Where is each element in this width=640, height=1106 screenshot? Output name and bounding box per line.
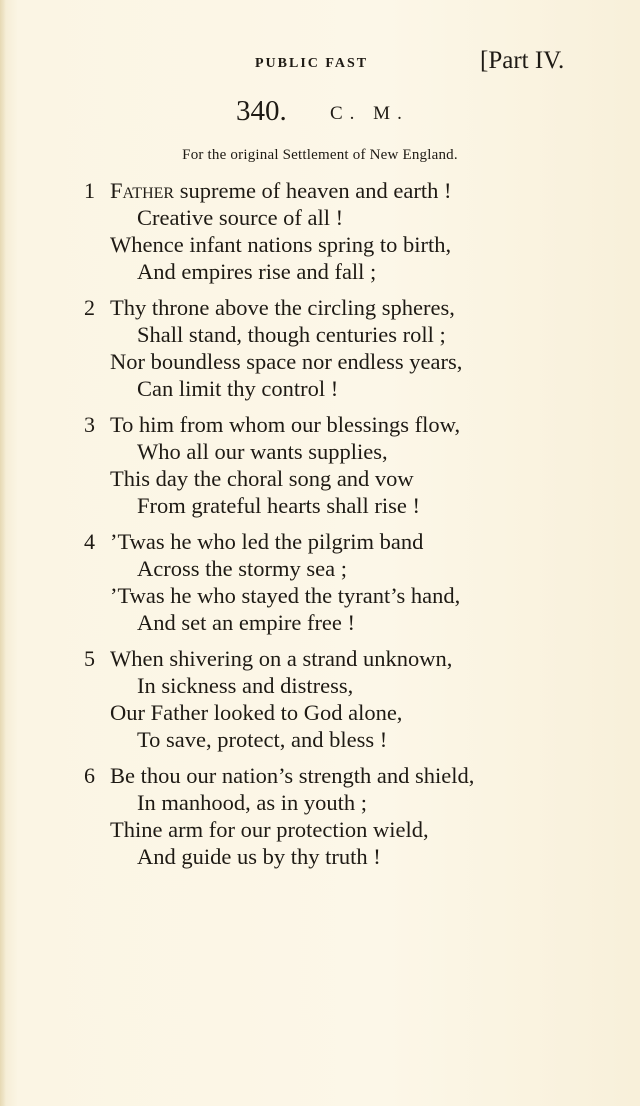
stanza-line: And empires rise and fall ; [137,259,377,284]
hymn-text [0,177,640,879]
stanza-number: 5 [84,646,95,671]
stanza-number: 4 [84,529,95,554]
stanza-number: 3 [84,412,95,437]
stanza-line: And set an empire free ! [137,610,356,635]
part-label: [Part IV. [480,47,565,74]
stanza-line: In manhood, as in youth ; [137,790,367,815]
stanza-line: And guide us by thy truth ! [137,844,381,869]
hymn-number: 340. [236,95,287,127]
stanza-number: 1 [84,178,95,203]
hymn-meter: C. M. [330,103,409,124]
running-title: PUBLIC FAST [255,56,369,71]
stanza-line: This day the choral song and vow [110,466,414,491]
stanza-number: 6 [84,763,95,788]
stanza-line: Can limit thy control ! [137,376,339,401]
stanza-line: Shall stand, though centuries roll ; [137,322,446,347]
stanza-line: Be thou our nation’s strength and shield, [110,763,475,788]
stanza-line: In sickness and distress, [137,673,354,698]
line-text: supreme of heaven and earth ! [179,178,452,203]
stanza [0,762,640,879]
stanza-line: Who all our wants supplies, [137,439,388,464]
stanza-line: From grateful hearts shall rise ! [137,493,421,518]
stanza-line: Whence infant nations spring to birth, [110,232,452,257]
stanza-line: Our Father looked to God alone, [110,700,403,725]
stanza-line: ’Twas he who led the pilgrim band [110,529,424,554]
stanza-line: Creative source of all ! [137,205,344,230]
stanza-line: When shivering on a strand unknown, [110,646,453,671]
first-word: Father [110,178,175,203]
stanza-line: To him from whom our blessings flow, [110,412,461,437]
stanza [0,411,640,528]
stanza-line [110,177,451,204]
stanza [0,294,640,411]
stanza-line: Thy throne above the circling spheres, [110,295,455,320]
stanza [0,528,640,645]
stanza-line: Across the stormy sea ; [137,556,347,581]
stanza-line: To save, protect, and bless ! [137,727,388,752]
stanza [0,645,640,762]
stanza-line: ’Twas he who stayed the tyrant’s hand, [110,583,461,608]
stanza-line: Nor boundless space nor endless years, [110,349,463,374]
hymn-occasion: For the original Settlement of New England. [182,147,458,163]
stanza [0,177,640,294]
stanza-line: Thine arm for our protection wield, [110,817,429,842]
running-head [0,47,640,80]
stanza-number: 2 [84,295,95,320]
